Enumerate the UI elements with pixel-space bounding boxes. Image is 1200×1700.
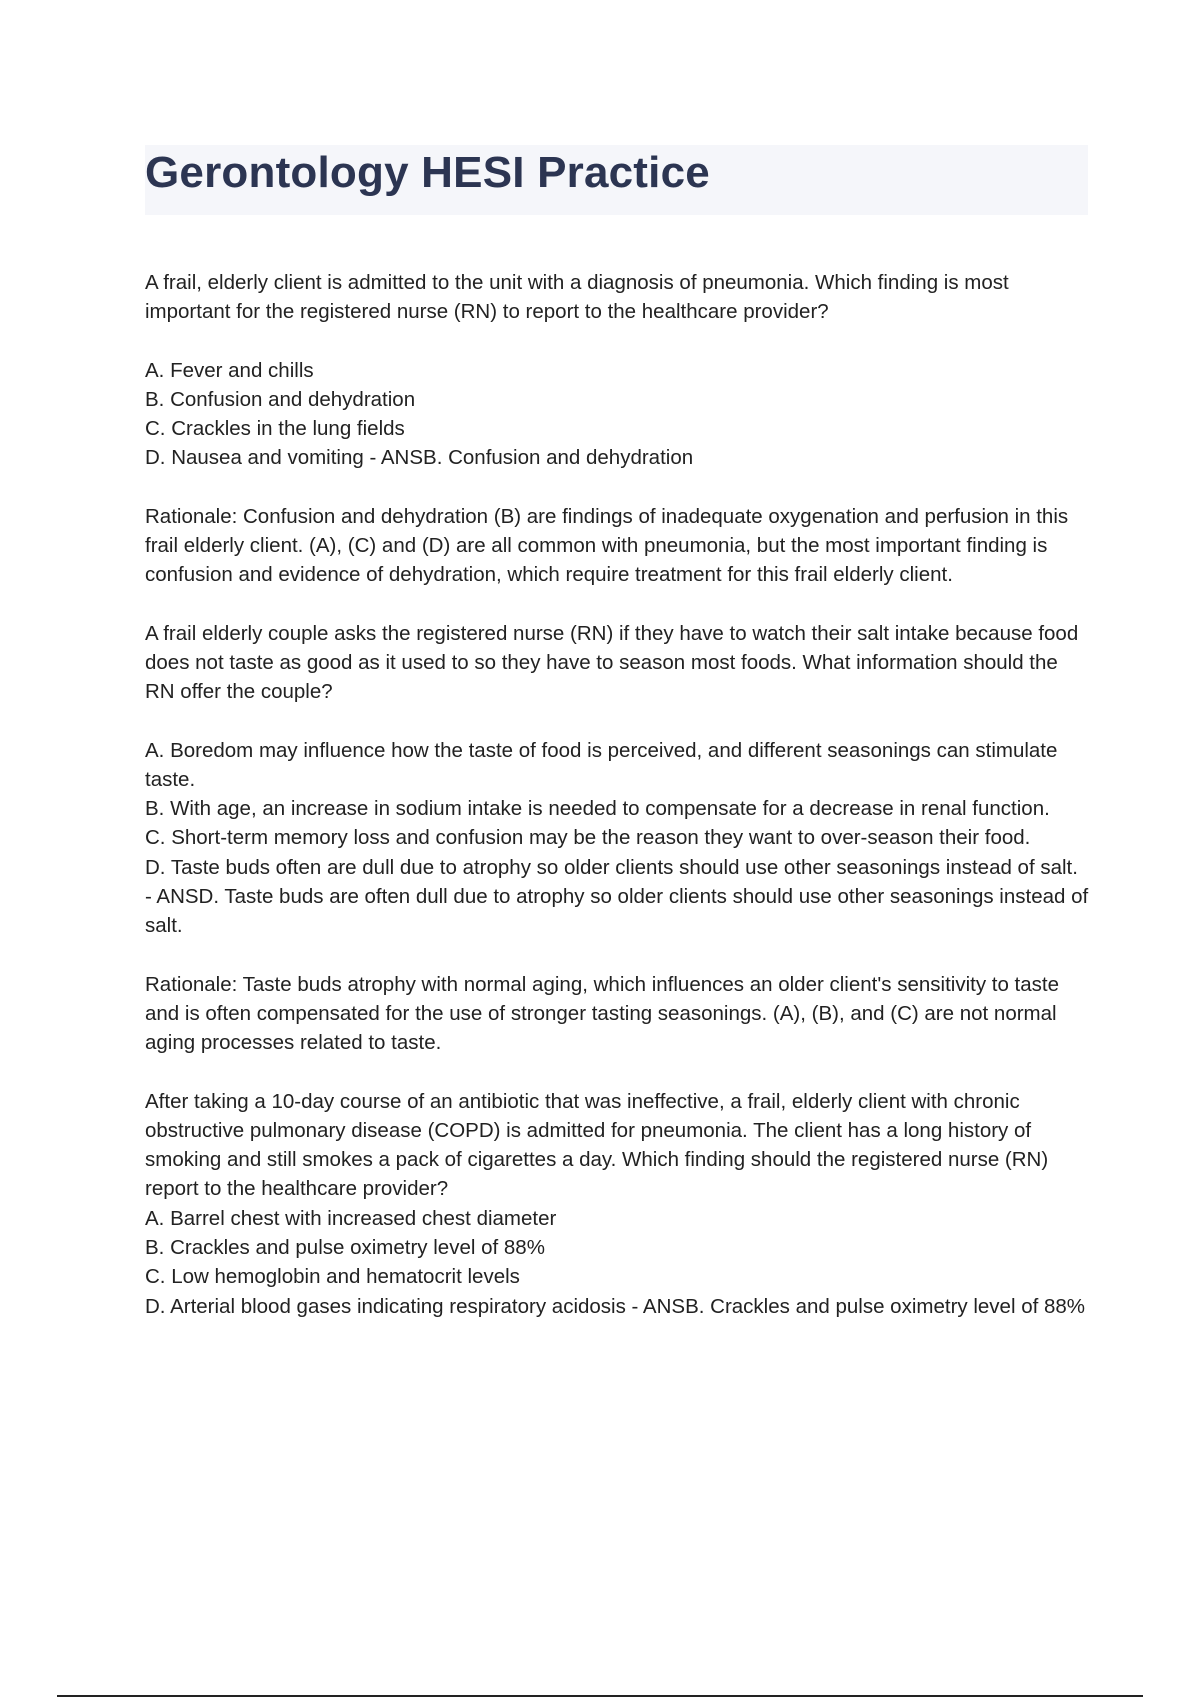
question-1-option-a: A. Fever and chills (145, 358, 314, 382)
question-3-option-c: C. Low hemoglobin and hematocrit levels (145, 1265, 520, 1289)
question-1-stem-block (145, 268, 1090, 327)
question-3-option-a: A. Barrel chest with increased chest diameter (145, 1206, 557, 1230)
question-3-option-b: B. Crackles and pulse oximetry level of 88% (145, 1236, 545, 1260)
question-1-stem: A frail, elderly client is admitted to the unit with a diagnosis of pneumonia. Which finding is most important for the registered nurse (RN) to report to the healthcare provider? (145, 271, 1009, 324)
question-1-option-d: D. Nausea and vomiting - ANSB. Confusion and dehydration (145, 446, 694, 470)
page-bottom-divider (57, 1695, 1143, 1697)
question-2-option-d: D. Taste buds often are dull due to atrophy so older clients should use other seasonings instead of salt. - ANSD. Taste buds are often dull due to atrophy so older clients should use other seasonings instead of salt. (145, 855, 1089, 938)
question-2-stem-block (145, 619, 1090, 707)
question-1-options (145, 356, 1090, 473)
question-1-rationale: Rationale: Confusion and dehydration (B) are findings of inadequate oxygenation and perfusion in this frail elderly client. (A), (C) and (D) are all common with pneumonia, but the most important finding is confusion and evidence of dehydration, which require treatment for this frail elderly client. (145, 504, 1069, 587)
question-3-option-d: D. Arterial blood gases indicating respiratory acidosis - ANSB. Crackles and pulse oximetry level of 88% (145, 1294, 1086, 1318)
document-body (145, 268, 1090, 1350)
question-2-option-c: C. Short-term memory loss and confusion may be the reason they want to over-season their food. (145, 826, 1031, 850)
question-2-rationale: Rationale: Taste buds atrophy with normal aging, which influences an older client's sensitivity to taste and is often compensated for the use of stronger tasting seasonings. (A), (B), and (C) are not normal aging processes related to taste. (145, 972, 1060, 1055)
question-2-option-a: A. Boredom may influence how the taste of food is perceived, and different seasonings can stimulate taste. (145, 738, 1058, 791)
question-3-stem: After taking a 10-day course of an antibiotic that was ineffective, a frail, elderly client with chronic obstructive pulmonary disease (COPD) is admitted for pneumonia. The client has a long history of smoking and still smokes a pack of cigarettes a day. Which finding should the registered nurse (RN) report to the healthcare provider? (145, 1089, 1049, 1201)
question-1-option-c: C. Crackles in the lung fields (145, 417, 405, 441)
question-2-rationale-block (145, 970, 1090, 1058)
page-title: Gerontology HESI Practice (145, 148, 710, 197)
question-2-stem: A frail elderly couple asks the registered nurse (RN) if they have to watch their salt intake because food does not taste as good as it used to so they have to season most foods. What information should the RN offer the couple? (145, 621, 1079, 704)
question-2-options (145, 736, 1090, 941)
question-3-block (145, 1087, 1090, 1321)
question-2-option-b: B. With age, an increase in sodium intake is needed to compensate for a decrease in renal function. (145, 797, 1050, 821)
question-1-option-b: B. Confusion and dehydration (145, 387, 416, 411)
question-1-rationale-block (145, 502, 1090, 590)
